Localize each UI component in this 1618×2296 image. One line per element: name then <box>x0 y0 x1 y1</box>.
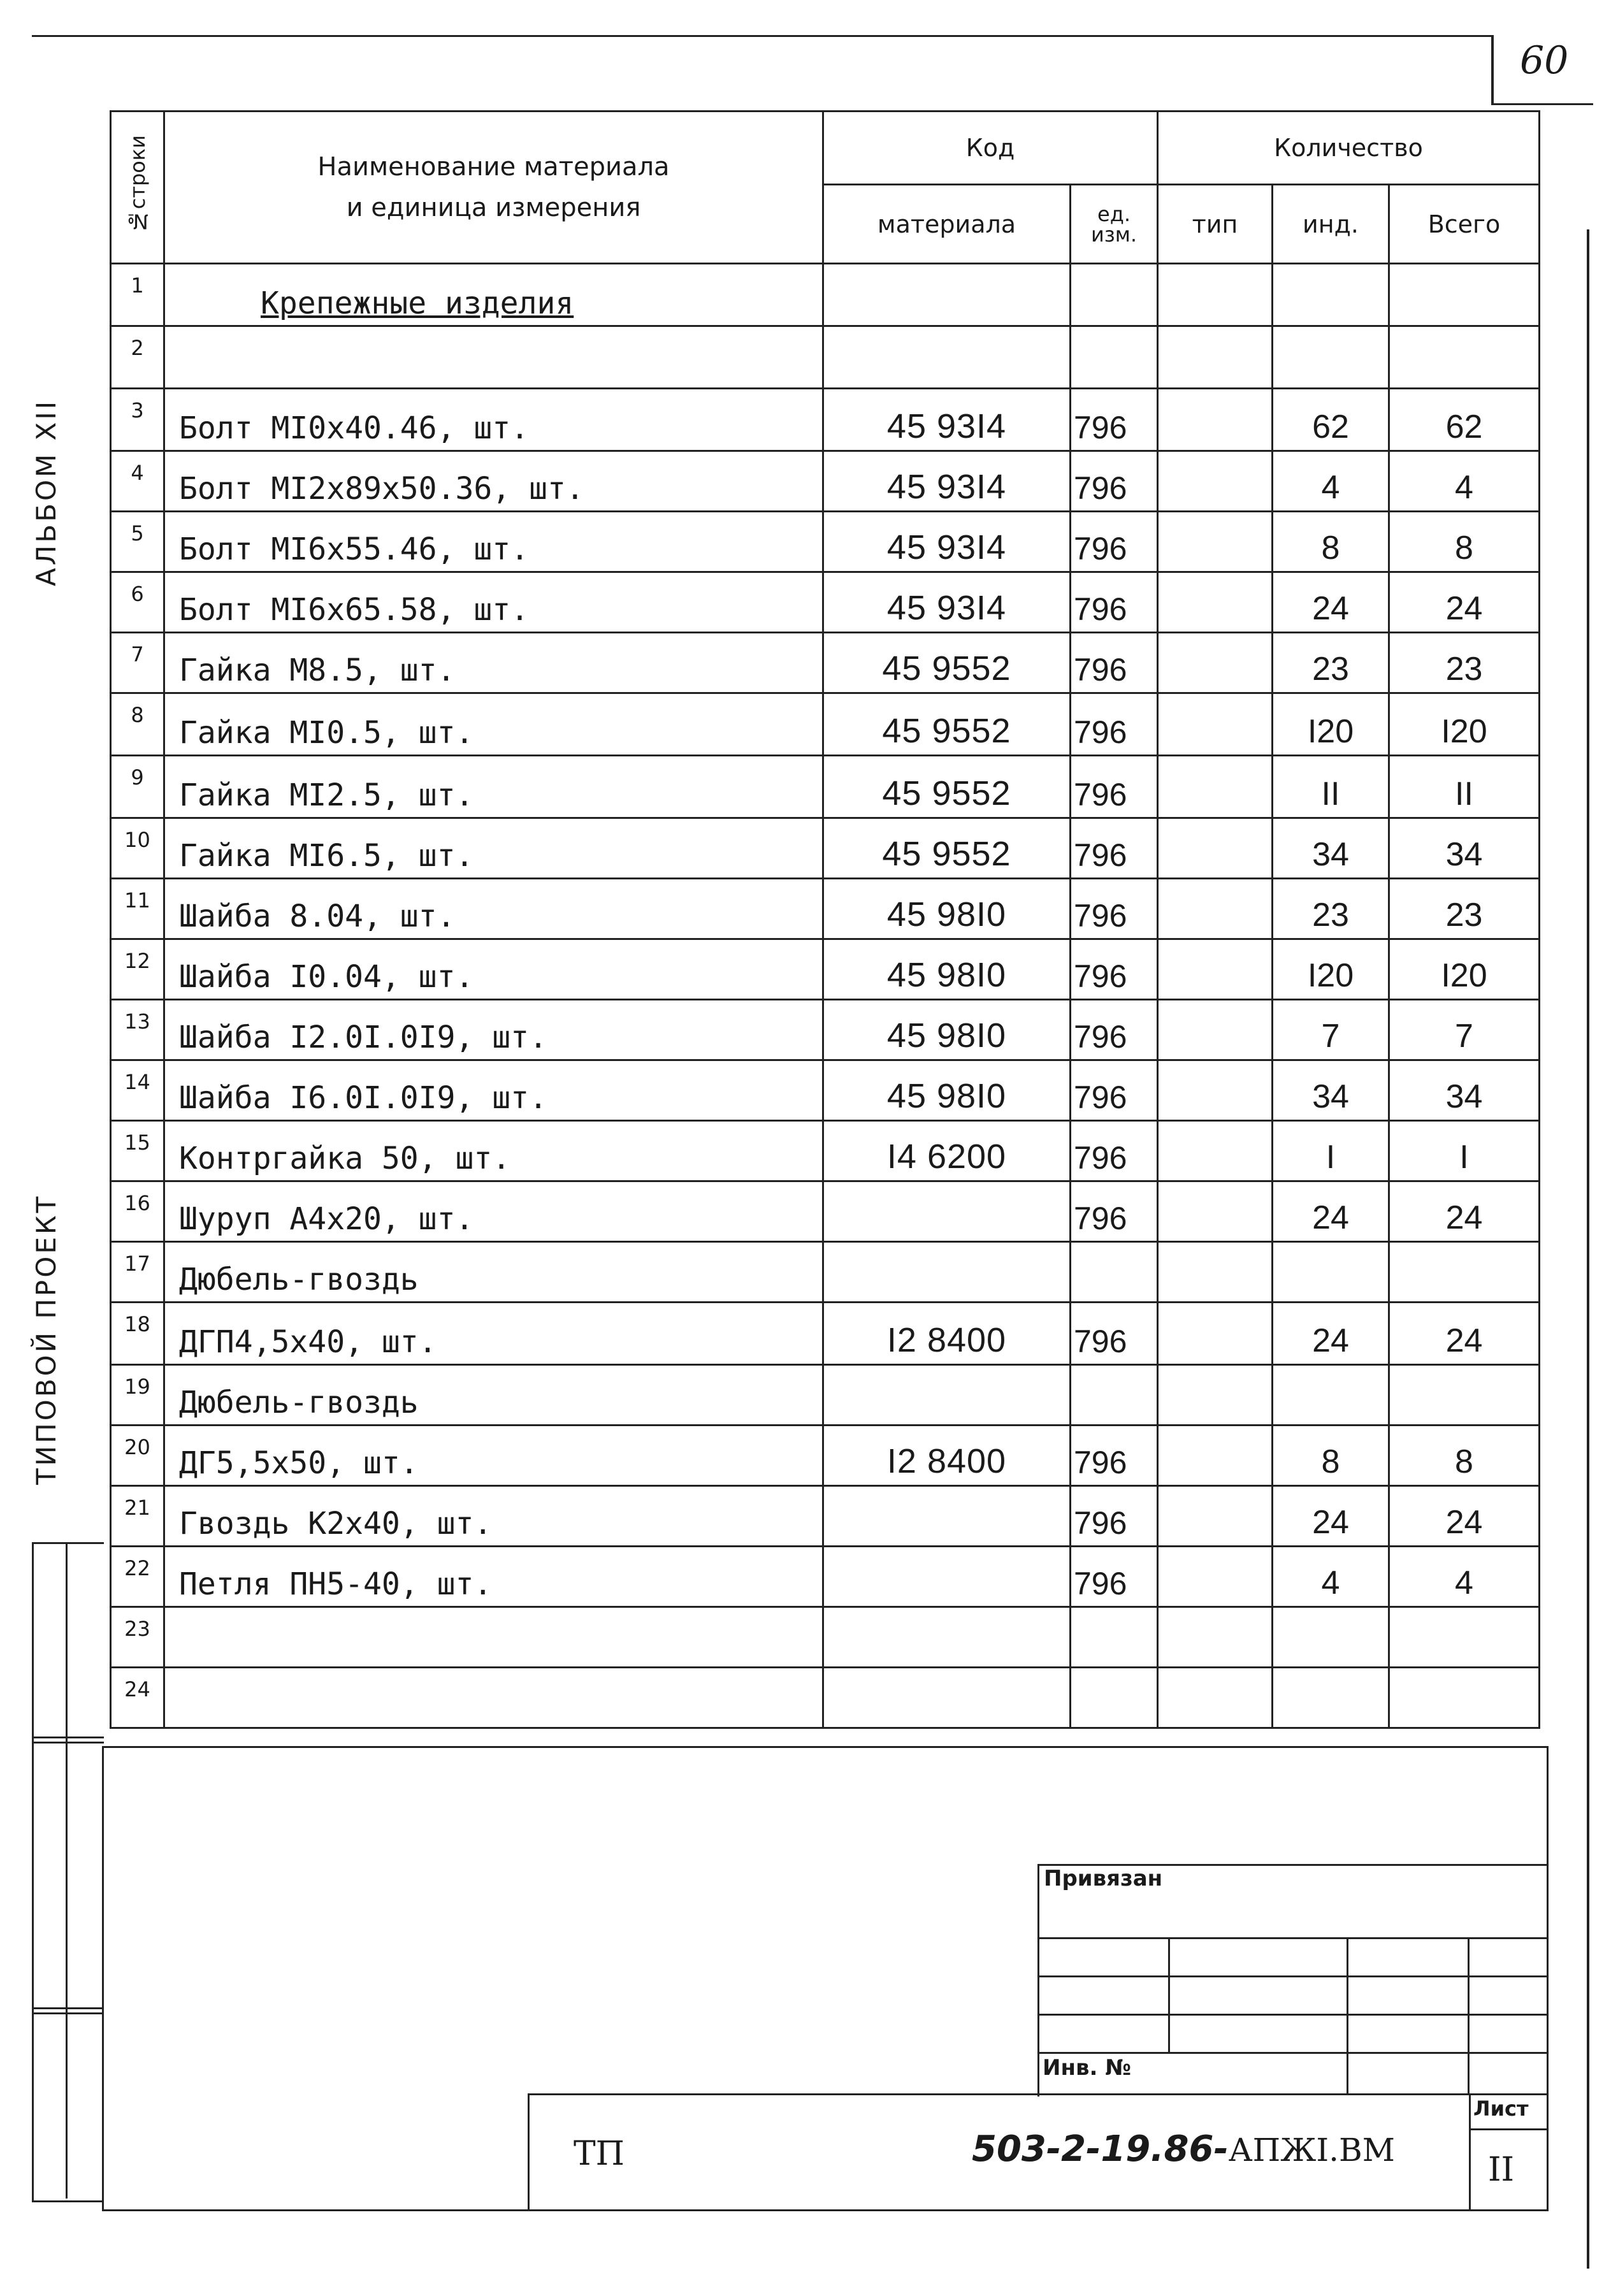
stamp-line <box>1037 1975 1549 1977</box>
qty-type-cell <box>1158 1426 1273 1486</box>
table-row <box>111 326 1540 389</box>
material-name-cell: ДГ5,5x50, шт. <box>164 1426 823 1486</box>
page-number: 60 <box>1520 38 1569 83</box>
table-row <box>111 1486 1540 1547</box>
table-row <box>111 264 1540 326</box>
qty-total-cell <box>1389 264 1540 326</box>
row-number-cell: 21 <box>111 1486 164 1547</box>
material-name-cell: Гайка MI6.5, шт. <box>164 818 823 879</box>
qty-total-cell: 8 <box>1389 512 1540 572</box>
qty-type-cell <box>1158 1607 1273 1668</box>
qty-type-cell <box>1158 1303 1273 1365</box>
row-number-cell: 17 <box>111 1242 164 1303</box>
qty-type-cell <box>1158 633 1273 693</box>
material-name-cell: Болт MI2x89x50.36, шт. <box>164 451 823 512</box>
qty-total-cell: I20 <box>1389 693 1540 756</box>
unit-code-cell: 796 <box>1071 1060 1158 1121</box>
unit-code-cell <box>1071 1242 1158 1303</box>
material-name-cell: Дюбель-гвоздь <box>164 1242 823 1303</box>
material-name-cell: Шайба I6.0I.0I9, шт. <box>164 1060 823 1121</box>
unit-code-cell: 796 <box>1071 693 1158 756</box>
qty-total-cell: 23 <box>1389 633 1540 693</box>
tp-label: ТП <box>574 2135 625 2173</box>
row-number-cell: 4 <box>111 451 164 512</box>
qty-ind-cell: 24 <box>1273 572 1389 633</box>
qty-total-cell: 24 <box>1389 1181 1540 1242</box>
qty-total-cell: 24 <box>1389 1303 1540 1365</box>
material-code-cell <box>823 326 1071 389</box>
qty-total-cell: 62 <box>1389 389 1540 451</box>
qty-type-cell <box>1158 1242 1273 1303</box>
qty-ind-cell: 23 <box>1273 879 1389 939</box>
table-row <box>111 1000 1540 1060</box>
binding-strip-middle <box>32 1736 104 2014</box>
unit-code-cell: 796 <box>1071 1486 1158 1547</box>
qty-ind-cell: 23 <box>1273 633 1389 693</box>
top-border-line <box>32 35 1491 37</box>
material-code-cell: 45 93I4 <box>823 389 1071 451</box>
material-name-cell: Шуруп А4x20, шт. <box>164 1181 823 1242</box>
qty-total-cell: 4 <box>1389 1547 1540 1607</box>
materials-table <box>110 110 1540 1729</box>
stamp-line <box>1037 2052 1549 2054</box>
material-code-cell: I4 6200 <box>823 1121 1071 1181</box>
table-row <box>111 818 1540 879</box>
qty-total-cell: I20 <box>1389 939 1540 1000</box>
qty-ind-cell: 34 <box>1273 1060 1389 1121</box>
material-name-cell: Болт MI6x65.58, шт. <box>164 572 823 633</box>
table-row <box>111 1365 1540 1426</box>
row-number-cell: 8 <box>111 693 164 756</box>
unit-code-cell: 796 <box>1071 1547 1158 1607</box>
unit-code-cell: 796 <box>1071 1303 1158 1365</box>
row-number-cell: 3 <box>111 389 164 451</box>
qty-type-cell <box>1158 1181 1273 1242</box>
unit-code-cell: 796 <box>1071 1121 1158 1181</box>
qty-ind-cell: I <box>1273 1121 1389 1181</box>
page-number-underline <box>1491 103 1593 105</box>
row-number-cell: 11 <box>111 879 164 939</box>
material-code-cell: 45 9552 <box>823 633 1071 693</box>
table-row <box>111 451 1540 512</box>
material-code-cell <box>823 1547 1071 1607</box>
row-number-cell: 23 <box>111 1607 164 1668</box>
material-name-cell <box>164 1668 823 1728</box>
qty-ind-cell: 4 <box>1273 451 1389 512</box>
qty-type-cell <box>1158 1000 1273 1060</box>
page-number-divider <box>1491 35 1494 105</box>
material-code-cell <box>823 1365 1071 1426</box>
qty-ind-cell: 8 <box>1273 512 1389 572</box>
material-name-cell <box>164 326 823 389</box>
qty-ind-cell <box>1273 1365 1389 1426</box>
document-code-main: 503-2-19.86- <box>972 2128 1229 2170</box>
unit-code-cell: 796 <box>1071 879 1158 939</box>
row-number-cell: 20 <box>111 1426 164 1486</box>
row-number-cell: 7 <box>111 633 164 693</box>
album-label: АЛЬБОМ XII <box>31 398 62 586</box>
material-code-cell <box>823 1242 1071 1303</box>
material-name-cell: Болт MI6x55.46, шт. <box>164 512 823 572</box>
table-row <box>111 1181 1540 1242</box>
header-qty-ind: инд. <box>1273 185 1389 264</box>
qty-ind-cell: 4 <box>1273 1547 1389 1607</box>
row-number-cell: 1 <box>111 264 164 326</box>
qty-ind-cell: 34 <box>1273 818 1389 879</box>
qty-total-cell: I <box>1389 1121 1540 1181</box>
binding-strip-divider <box>66 1542 68 2199</box>
unit-code-cell: 796 <box>1071 633 1158 693</box>
material-name-cell: Гайка M8.5, шт. <box>164 633 823 693</box>
row-number-cell: 10 <box>111 818 164 879</box>
material-code-cell: 45 98I0 <box>823 939 1071 1000</box>
qty-type-cell <box>1158 879 1273 939</box>
material-code-cell <box>823 1486 1071 1547</box>
stamp-line <box>1468 1937 1470 2093</box>
row-number-cell: 15 <box>111 1121 164 1181</box>
unit-code-cell: 796 <box>1071 1181 1158 1242</box>
unit-code-cell: 796 <box>1071 1000 1158 1060</box>
material-code-cell: I2 8400 <box>823 1426 1071 1486</box>
unit-code-cell: 796 <box>1071 939 1158 1000</box>
table-row <box>111 939 1540 1000</box>
material-code-cell <box>823 1668 1071 1728</box>
unit-code-cell: 796 <box>1071 572 1158 633</box>
material-code-cell: I2 8400 <box>823 1303 1071 1365</box>
row-number-cell: 24 <box>111 1668 164 1728</box>
row-number-cell: 14 <box>111 1060 164 1121</box>
unit-code-cell: 796 <box>1071 512 1158 572</box>
qty-total-cell: 34 <box>1389 1060 1540 1121</box>
qty-type-cell <box>1158 512 1273 572</box>
sheet-label: Лист <box>1473 2097 1529 2121</box>
table-row <box>111 389 1540 451</box>
unit-code-cell: 796 <box>1071 818 1158 879</box>
qty-total-cell: 4 <box>1389 451 1540 512</box>
qty-ind-cell: II <box>1273 756 1389 818</box>
header-code: Код <box>823 112 1158 185</box>
unit-code-cell <box>1071 1607 1158 1668</box>
material-name-cell: Болт MI0x40.46, шт. <box>164 389 823 451</box>
table-row <box>111 1607 1540 1668</box>
material-name-cell: Шайба I0.04, шт. <box>164 939 823 1000</box>
header-code-unit: ед. изм. <box>1071 185 1158 264</box>
qty-type-cell <box>1158 1060 1273 1121</box>
qty-total-cell: 23 <box>1389 879 1540 939</box>
qty-ind-cell <box>1273 326 1389 389</box>
qty-type-cell <box>1158 756 1273 818</box>
header-code-material: материала <box>823 185 1071 264</box>
qty-type-cell <box>1158 264 1273 326</box>
qty-type-cell <box>1158 1547 1273 1607</box>
qty-ind-cell <box>1273 1607 1389 1668</box>
qty-type-cell <box>1158 693 1273 756</box>
qty-ind-cell <box>1273 264 1389 326</box>
qty-total-cell: 34 <box>1389 818 1540 879</box>
qty-ind-cell: I20 <box>1273 693 1389 756</box>
qty-total-cell: 24 <box>1389 1486 1540 1547</box>
qty-ind-cell: 24 <box>1273 1181 1389 1242</box>
binding-strip-top <box>32 1542 104 1744</box>
document-code <box>972 2128 1395 2170</box>
material-code-cell: 45 9552 <box>823 693 1071 756</box>
qty-ind-cell: 8 <box>1273 1426 1389 1486</box>
qty-total-cell <box>1389 1607 1540 1668</box>
unit-code-cell <box>1071 1668 1158 1728</box>
binding-strip-bottom <box>32 2007 104 2202</box>
sheet-number: II <box>1488 2151 1515 2189</box>
material-code-cell: 45 93I4 <box>823 512 1071 572</box>
unit-code-cell <box>1071 1365 1158 1426</box>
material-name-cell: Шайба I2.0I.0I9, шт. <box>164 1000 823 1060</box>
document-code-suffix: АПЖI.ВМ <box>1228 2132 1395 2169</box>
unit-code-cell: 796 <box>1071 451 1158 512</box>
header-qty-total: Всего <box>1389 185 1540 264</box>
qty-type-cell <box>1158 1486 1273 1547</box>
qty-type-cell <box>1158 818 1273 879</box>
qty-ind-cell <box>1273 1242 1389 1303</box>
qty-ind-cell: 24 <box>1273 1486 1389 1547</box>
table-row <box>111 1060 1540 1121</box>
table-row <box>111 1547 1540 1607</box>
unit-code-cell: 796 <box>1071 389 1158 451</box>
row-number-cell: 6 <box>111 572 164 633</box>
row-number-cell: 22 <box>111 1547 164 1607</box>
table-row <box>111 633 1540 693</box>
qty-ind-cell <box>1273 1668 1389 1728</box>
inventory-label: Инв. № <box>1043 2055 1132 2081</box>
qty-type-cell <box>1158 572 1273 633</box>
table-row <box>111 1242 1540 1303</box>
material-name-cell: Крепежные изделия <box>164 264 823 326</box>
material-code-cell <box>823 1181 1071 1242</box>
qty-total-cell <box>1389 1365 1540 1426</box>
project-label: ТИПОВОЙ ПРОЕКТ <box>31 1194 62 1485</box>
material-name-cell <box>164 1607 823 1668</box>
stamp-line <box>1168 1937 1170 2052</box>
unit-code-cell <box>1071 326 1158 389</box>
row-number-cell: 13 <box>111 1000 164 1060</box>
table-row <box>111 1668 1540 1728</box>
material-code-cell: 45 9552 <box>823 756 1071 818</box>
header-row-number: №строки <box>111 112 164 264</box>
table-row <box>111 1121 1540 1181</box>
qty-total-cell <box>1389 326 1540 389</box>
material-name-cell: Контргайка 50, шт. <box>164 1121 823 1181</box>
material-name-cell: Петля ПН5-40, шт. <box>164 1547 823 1607</box>
qty-total-cell: II <box>1389 756 1540 818</box>
material-code-cell: 45 98I0 <box>823 1000 1071 1060</box>
row-number-cell: 18 <box>111 1303 164 1365</box>
header-quantity: Количество <box>1158 112 1540 185</box>
row-number-cell: 2 <box>111 326 164 389</box>
qty-type-cell <box>1158 389 1273 451</box>
qty-type-cell <box>1158 451 1273 512</box>
sheet-divider <box>1469 2128 1549 2130</box>
qty-ind-cell: 24 <box>1273 1303 1389 1365</box>
table-row <box>111 572 1540 633</box>
qty-type-cell <box>1158 1121 1273 1181</box>
qty-ind-cell: 7 <box>1273 1000 1389 1060</box>
qty-total-cell <box>1389 1242 1540 1303</box>
qty-type-cell <box>1158 939 1273 1000</box>
qty-ind-cell: 62 <box>1273 389 1389 451</box>
row-number-cell: 16 <box>111 1181 164 1242</box>
material-name-cell: Гайка MI2.5, шт. <box>164 756 823 818</box>
material-code-cell: 45 93I4 <box>823 451 1071 512</box>
material-name-cell: Дюбель-гвоздь <box>164 1365 823 1426</box>
material-name-cell: Шайба 8.04, шт. <box>164 879 823 939</box>
qty-total-cell: 7 <box>1389 1000 1540 1060</box>
table-row <box>111 1426 1540 1486</box>
stamp-line <box>1347 1937 1348 2093</box>
table-row <box>111 693 1540 756</box>
header-name: Наименование материала и единица измерения <box>164 112 823 264</box>
qty-type-cell <box>1158 326 1273 389</box>
row-number-cell: 19 <box>111 1365 164 1426</box>
unit-code-cell: 796 <box>1071 1426 1158 1486</box>
table-row <box>111 512 1540 572</box>
qty-total-cell <box>1389 1668 1540 1728</box>
row-number-cell: 5 <box>111 512 164 572</box>
header-qty-type: тип <box>1158 185 1273 264</box>
unit-code-cell <box>1071 264 1158 326</box>
material-name-cell: ДГП4,5x40, шт. <box>164 1303 823 1365</box>
qty-type-cell <box>1158 1668 1273 1728</box>
qty-total-cell: 24 <box>1389 572 1540 633</box>
material-code-cell: 45 98I0 <box>823 1060 1071 1121</box>
right-margin-line <box>1587 229 1589 2269</box>
qty-type-cell <box>1158 1365 1273 1426</box>
row-number-cell: 9 <box>111 756 164 818</box>
material-code-cell <box>823 1607 1071 1668</box>
material-code-cell: 45 93I4 <box>823 572 1071 633</box>
table-row <box>111 756 1540 818</box>
row-number-cell: 12 <box>111 939 164 1000</box>
material-code-cell: 45 98I0 <box>823 879 1071 939</box>
material-code-cell: 45 9552 <box>823 818 1071 879</box>
stamp-line <box>1037 2014 1549 2016</box>
attached-label: Привязан <box>1044 1866 1163 1891</box>
unit-code-cell: 796 <box>1071 756 1158 818</box>
table-row <box>111 879 1540 939</box>
material-name-cell: Гайка MI0.5, шт. <box>164 693 823 756</box>
table-row <box>111 1303 1540 1365</box>
qty-ind-cell: I20 <box>1273 939 1389 1000</box>
stamp-line <box>1037 1937 1549 1939</box>
qty-total-cell: 8 <box>1389 1426 1540 1486</box>
material-code-cell <box>823 264 1071 326</box>
material-name-cell: Гвоздь К2x40, шт. <box>164 1486 823 1547</box>
